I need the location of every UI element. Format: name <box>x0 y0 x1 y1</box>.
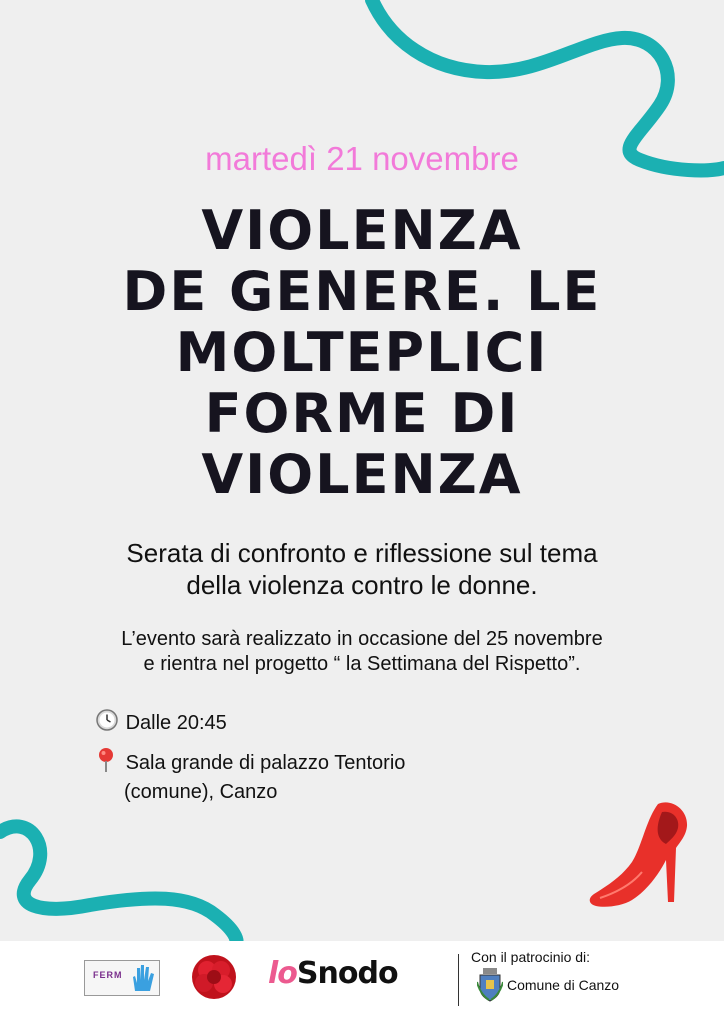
pin-icon <box>96 747 120 780</box>
time-label: Dalle 20:45 <box>125 711 227 734</box>
lo-snodo-logo <box>268 956 398 991</box>
crest-icon <box>477 968 503 1002</box>
title-line: MOLTEPLICI <box>175 321 549 384</box>
title-line: FORME DI <box>204 382 520 445</box>
event-time <box>96 709 227 738</box>
note-line: e rientra nel progetto “ la Settimana del Rispetto”. <box>143 653 581 675</box>
clock-icon <box>96 709 120 738</box>
event-subtitle <box>0 537 724 601</box>
event-date: martedì 21 novembre <box>205 140 519 177</box>
snodo-name: Snodo <box>296 956 398 991</box>
fermiamo-logo-text: FERM <box>93 970 123 980</box>
title-line: VIOLENZA <box>201 199 523 262</box>
location-line: (comune), Canzo <box>124 781 278 803</box>
patronage-label: Con il patrocinio di: <box>471 949 591 965</box>
fermiamo-logo <box>84 960 160 996</box>
event-note <box>0 627 724 677</box>
title-line: DE GENERE. LE <box>122 260 602 323</box>
location-line: Sala grande di palazzo Tentorio <box>125 751 406 774</box>
title-line: VIOLENZA <box>201 443 523 506</box>
comune-name: Comune di Canzo <box>507 977 620 993</box>
footer-sponsors <box>0 941 724 1024</box>
note-line: L’evento sarà realizzato in occasione del 25 novembre <box>121 628 603 650</box>
subtitle-line: della violenza contro le donne. <box>186 570 538 600</box>
footer-divider <box>458 954 459 1006</box>
red-shoe-icon <box>588 800 692 912</box>
snodo-prefix: lo <box>268 956 297 991</box>
rose-icon <box>190 952 238 1002</box>
event-title <box>0 200 724 505</box>
event-location <box>96 747 405 805</box>
subtitle-line: Serata di confronto e riflessione sul tema <box>126 538 598 568</box>
hand-icon <box>129 963 155 998</box>
